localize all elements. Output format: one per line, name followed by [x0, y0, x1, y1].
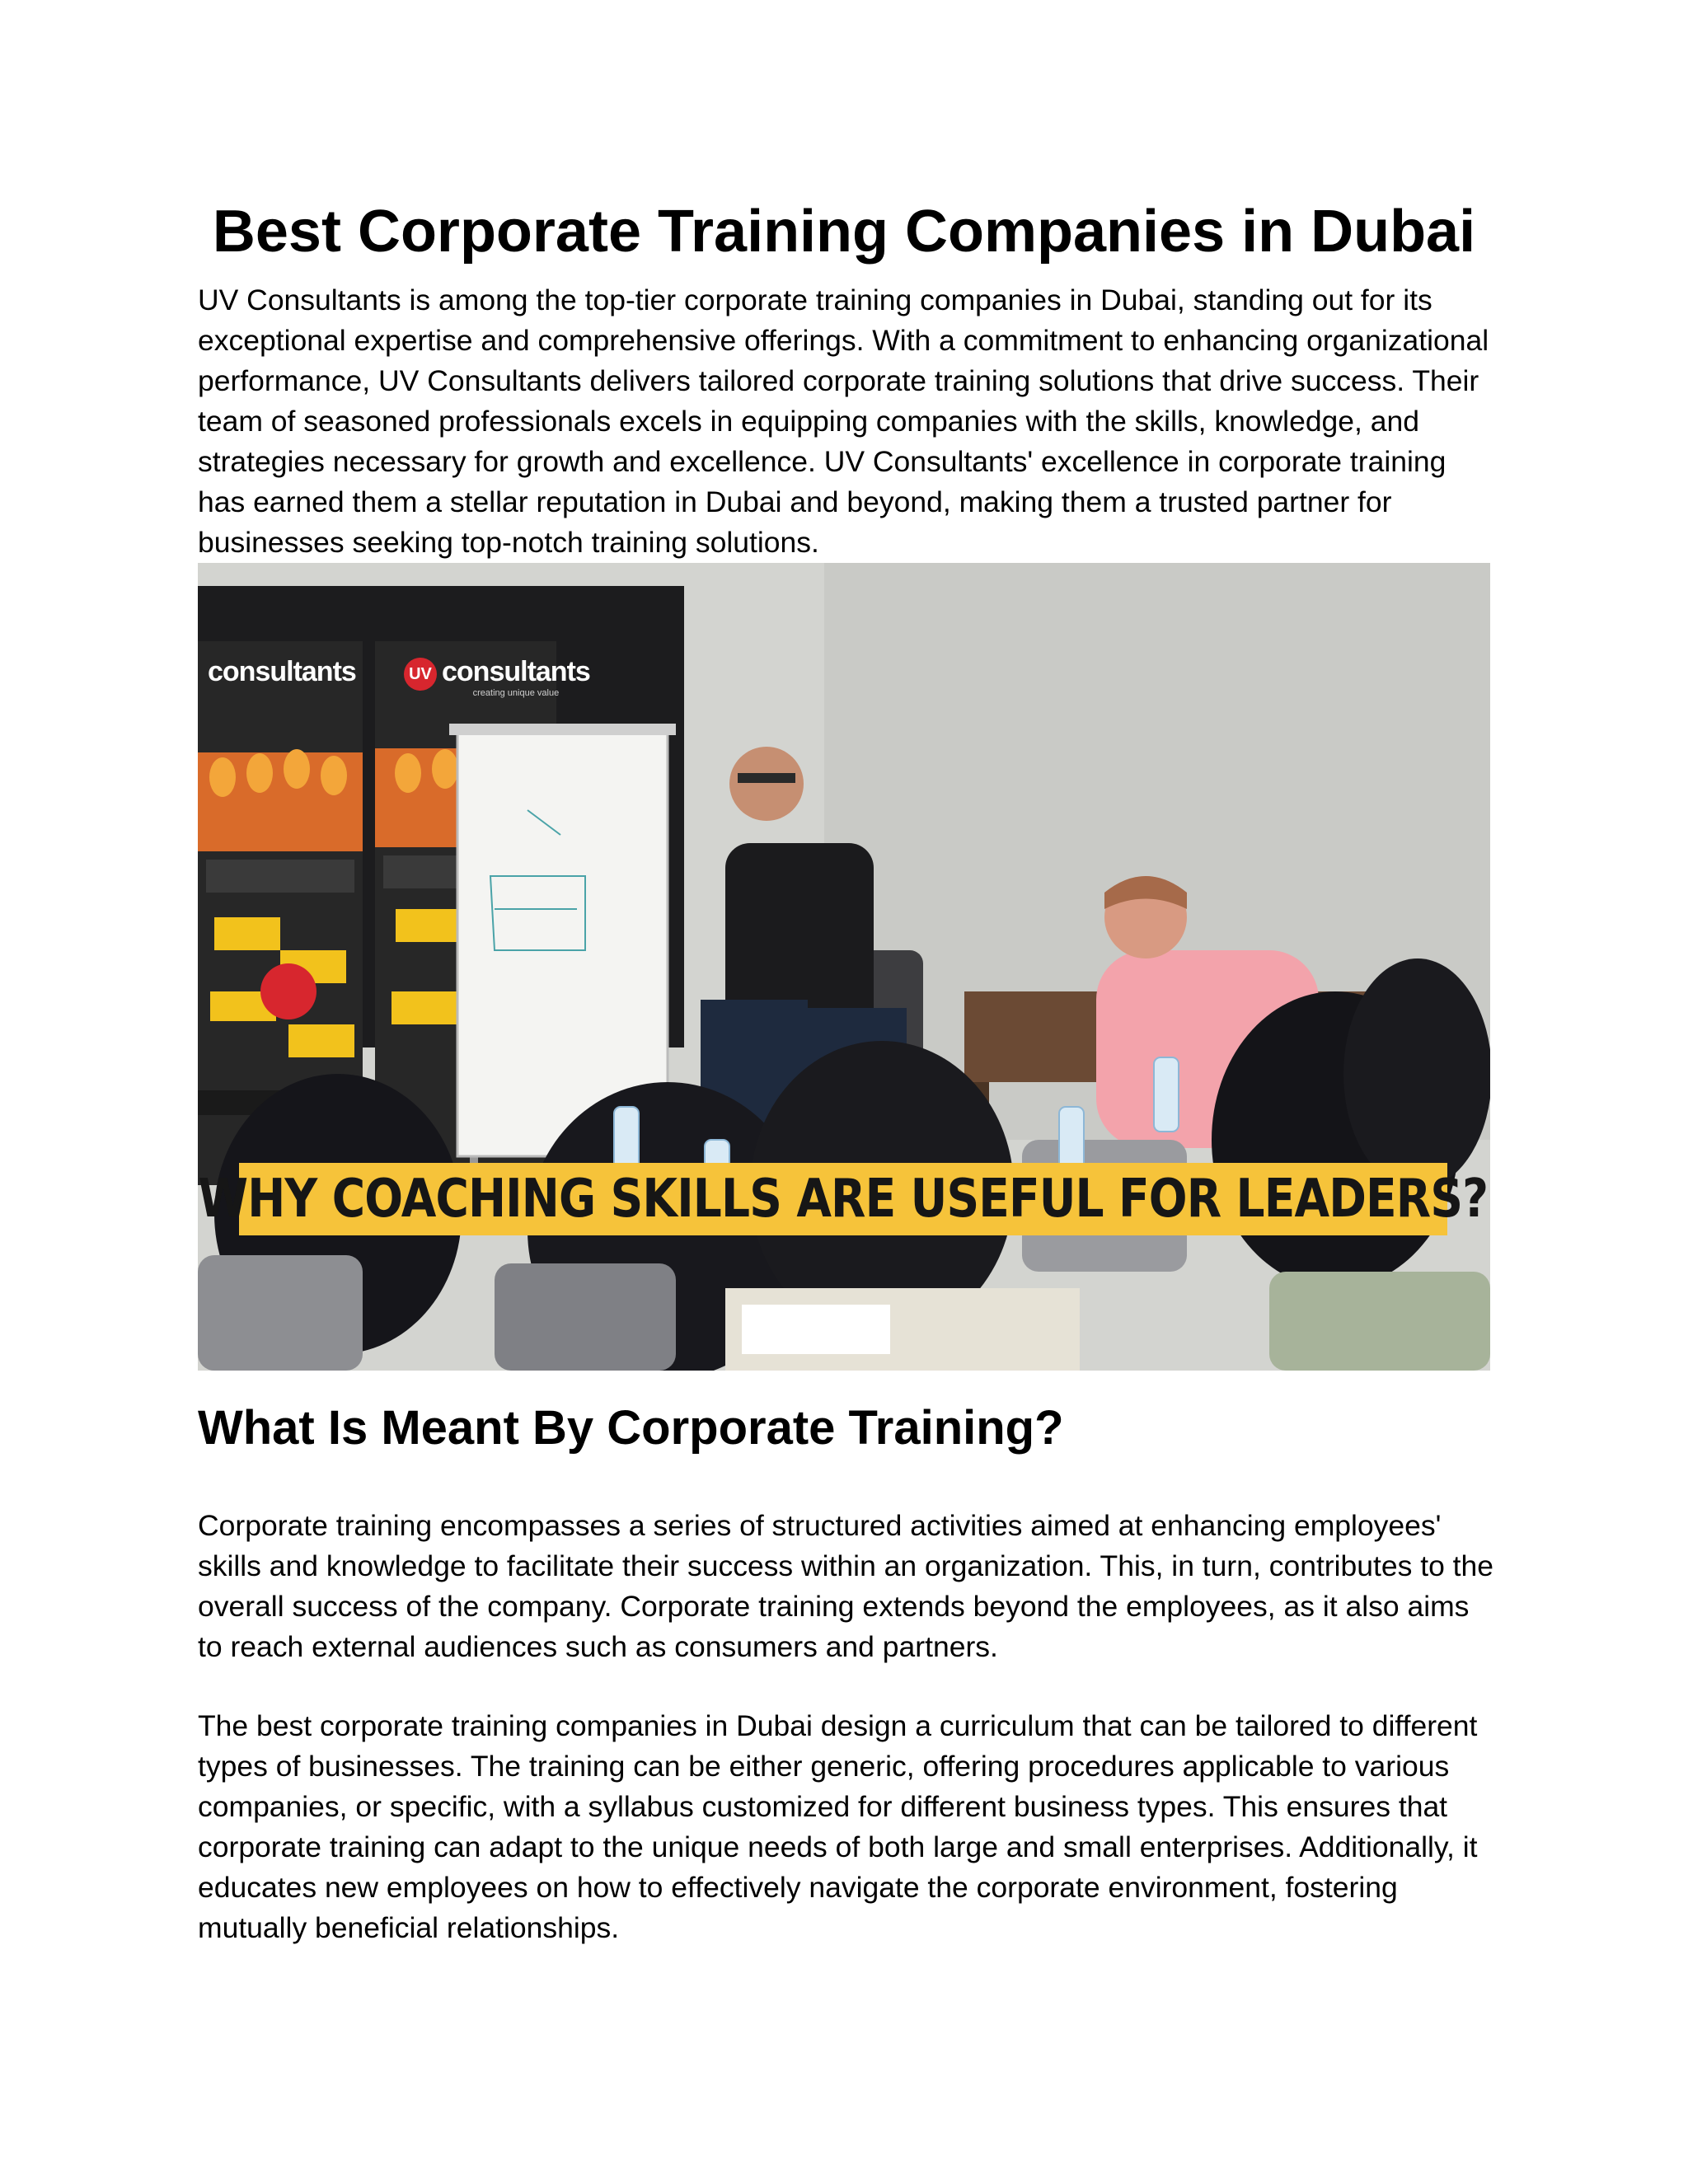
uv-logo-badge: UV — [404, 658, 437, 691]
section-heading: What Is Meant By Corporate Training? — [198, 1401, 1064, 1455]
intro-paragraph: UV Consultants is among the top-tier corporate training companies in Dubai, standing out for its exceptional expertise and comprehensive offerings. With a commitment to enhancing organizational performance, UV Consultants delivers tailored corporate training solutions that drive success. Their team of seasoned professionals excels in equipping companies with the skills, knowledge, and strategies necessary for growth and excellence. UV Consultants' excellence in corporate training has earned them a stellar reputation in Dubai and beyond, making them a trusted partner for businesses seeking top-notch training solutions. — [198, 284, 1489, 559]
definition-paragraph: Corporate training encompasses a series of structured activities aimed at enhancing employees' skills and knowledge to facilitate their success within an organization. This, in turn, contributes to the overall success of the company. Corporate training extends beyond the employees, as it also aims to reach external audiences such as consumers and partners. — [198, 1509, 1494, 1663]
photo-illustration — [198, 563, 1490, 1371]
banner-brand-right: consultants creating unique value — [442, 656, 590, 698]
curriculum-paragraph: The best corporate training companies in Dubai design a curriculum that can be tailored to different types of businesses. The training can be either generic, offering procedures applicable to various companies, or specific, with a syllabus customized for different business types. This ensures that corporate training can adapt to the unique needs of both large and small enterprises. Additionally, it educates new employees on how to effectively navigate the corporate environment, fostering mutually beneficial relationships. — [198, 1709, 1478, 1944]
image-caption: WHY COACHING SKILLS ARE USEFUL FOR LEADERS? — [198, 1169, 1489, 1230]
image-caption-band — [198, 1163, 1489, 1235]
page-title: Best Corporate Training Companies in Dubai — [212, 199, 1476, 265]
training-session-photo — [198, 563, 1490, 1371]
banner-brand-left: consultants — [208, 656, 356, 687]
